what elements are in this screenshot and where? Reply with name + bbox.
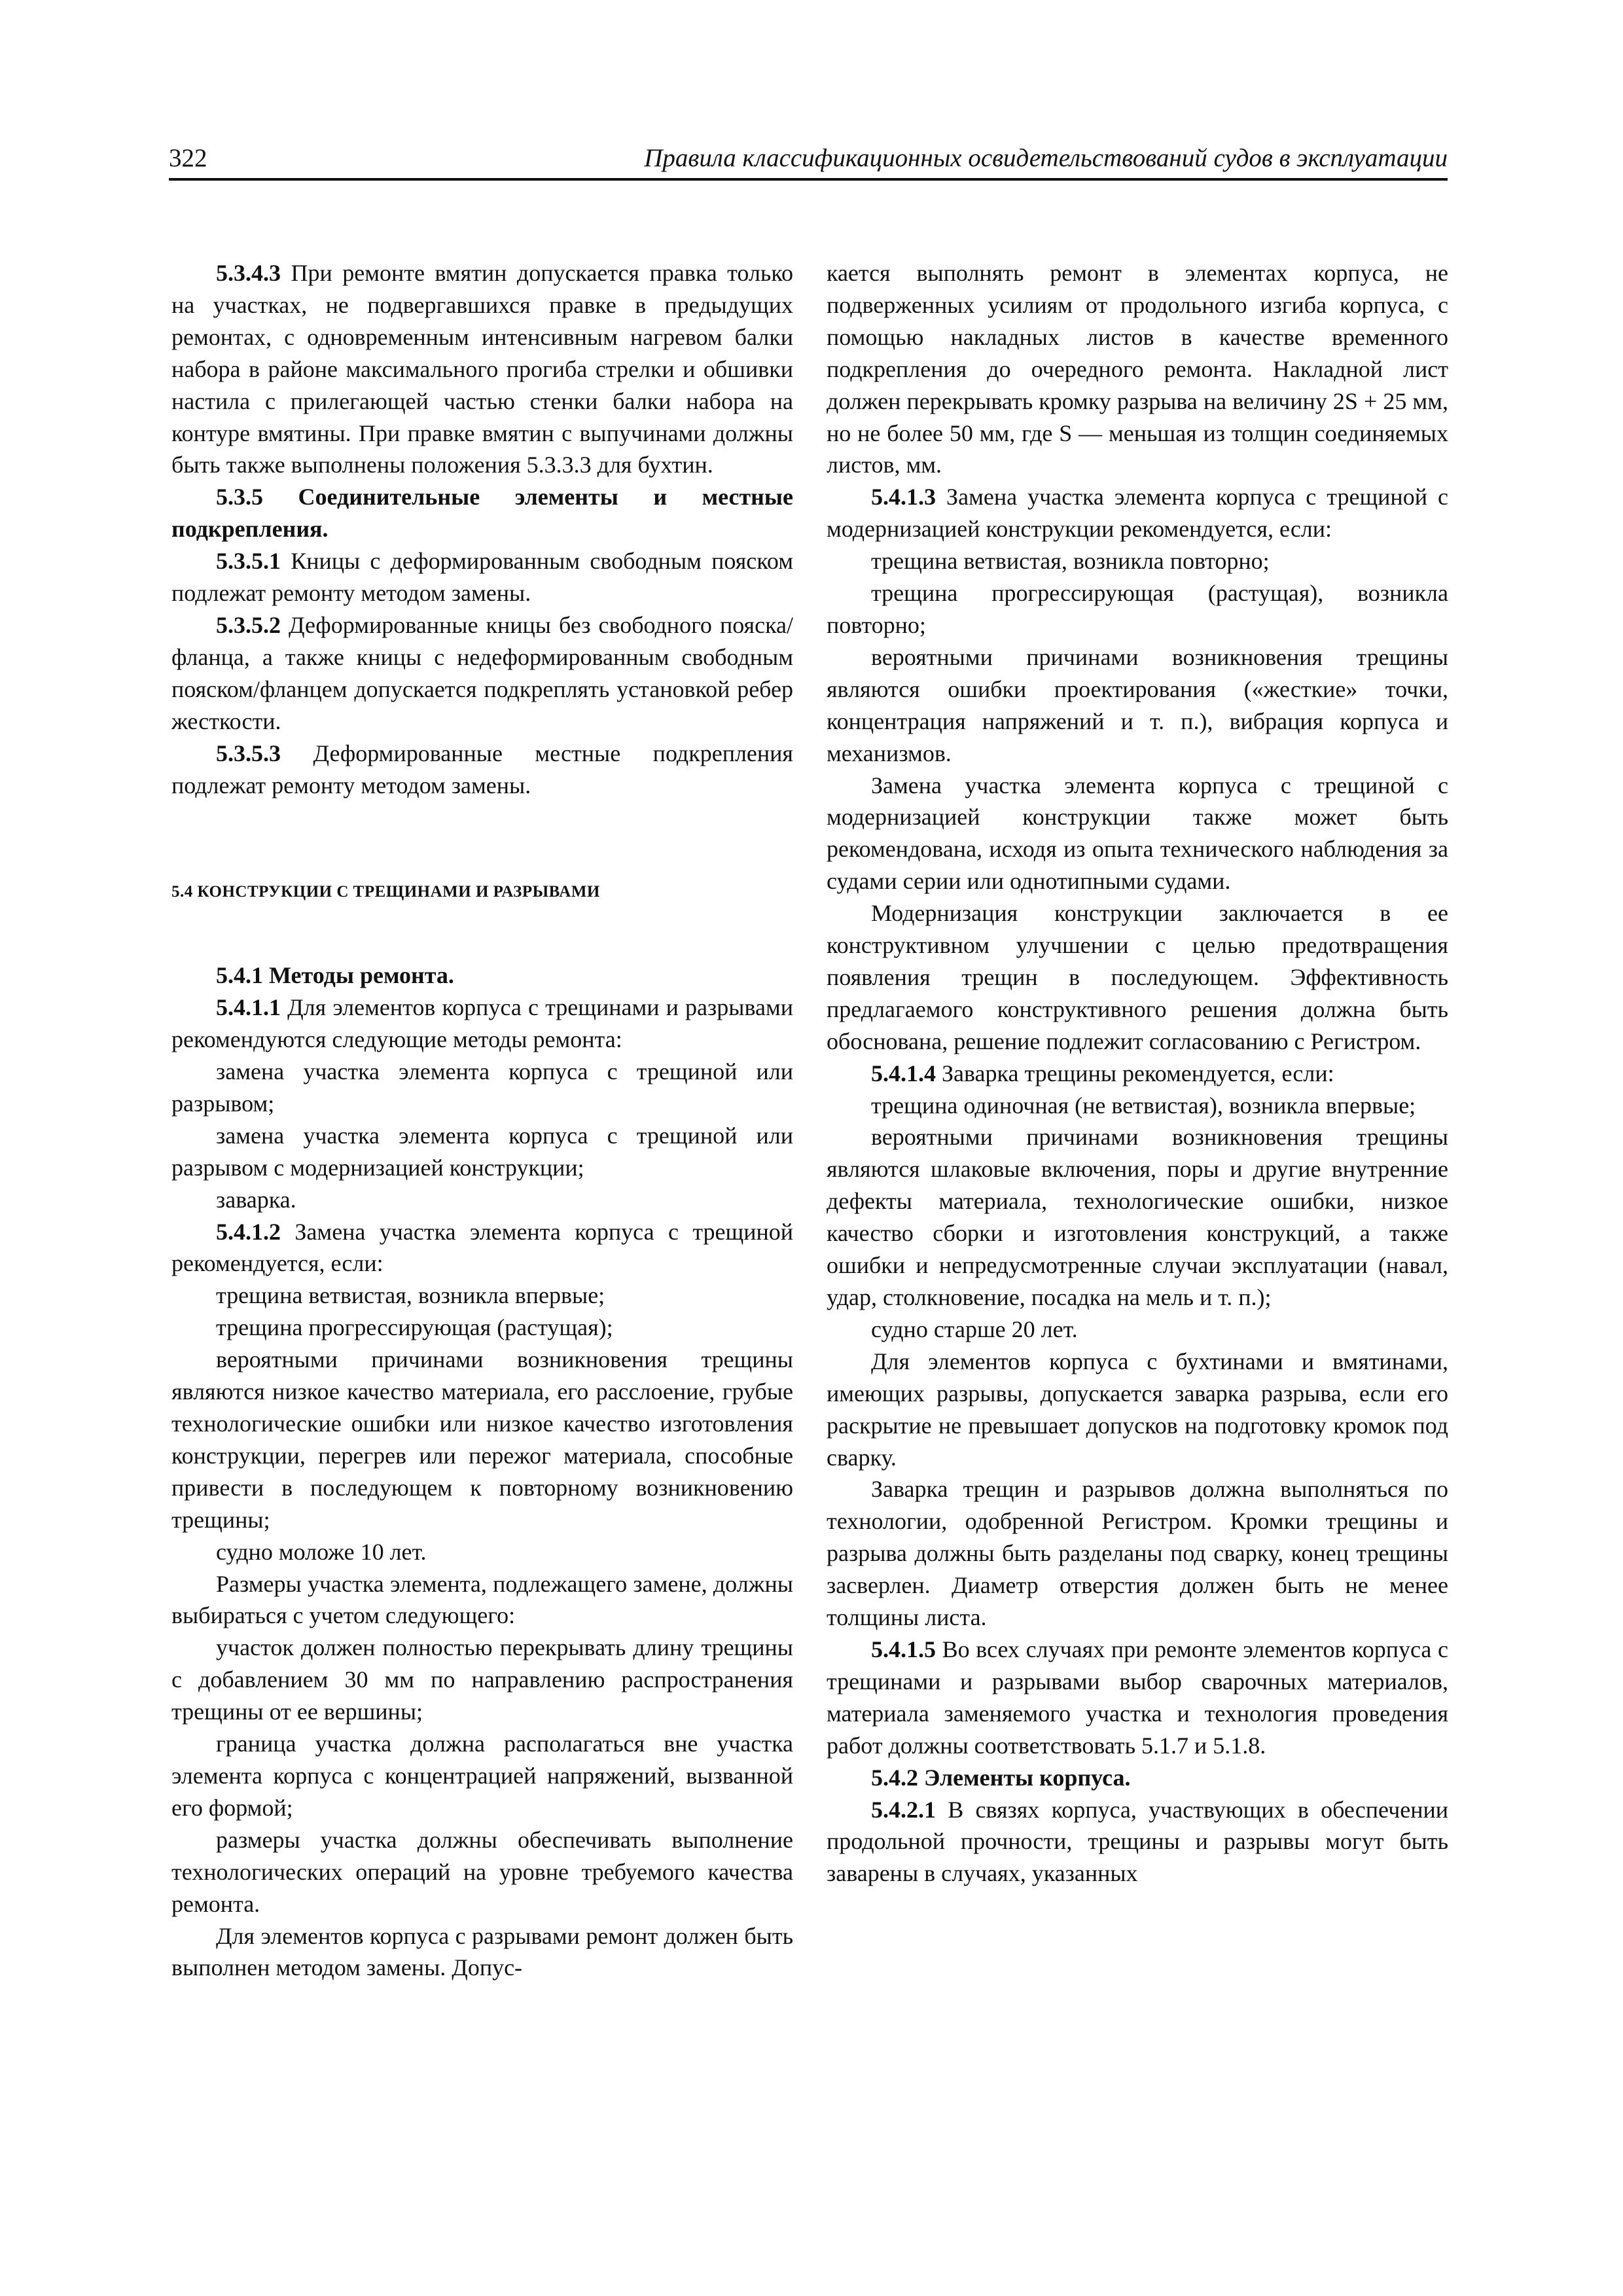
- paragraph-text: Заварка трещины рекомендуется, если:: [936, 1060, 1334, 1086]
- clause-number: 5.4.1.5: [871, 1636, 936, 1662]
- left-column: [171, 257, 793, 1984]
- clause-number: 5.4.1.3: [871, 484, 936, 511]
- list-item: замена участка элемента корпуса с трещиной или разрывом;: [171, 1058, 793, 1117]
- paragraph-text: Замена участка элемента корпуса с трещиной с модернизацией конструкции рекомендуется, если:: [827, 484, 1448, 543]
- paragraph: [827, 1634, 1448, 1762]
- clause-number: 5.4.2.1: [871, 1796, 936, 1823]
- clause-number: 5.4.1.1: [216, 994, 281, 1021]
- paragraph: [827, 1794, 1448, 1890]
- paragraph-text: Деформированные кницы без свободного пояска/фланца, а также кницы с недеформированным свободным пояском/фланцем допускается подкреплять установкой ребер жесткости.: [171, 611, 793, 734]
- page-header: [169, 143, 1448, 181]
- list-item: размеры участка должны обеспечивать выполнение технологических операций на уровне требуемого качества ремонта.: [171, 1826, 793, 1917]
- subsection-heading: 5.3.5 Соединительные элементы и местные подкрепления.: [171, 484, 793, 543]
- clause-number: 5.4.1.4: [871, 1060, 936, 1086]
- clause-number: 5.3.5.2: [216, 611, 281, 638]
- right-column: [827, 257, 1448, 1890]
- paragraph-text: Во всех случаях при ремонте элементов корпуса с трещинами и разрывами выбор сварочных материалов, материала заменяемого участка и технология проведения работ должны соответствовать 5.1.7 и 5.1.8.: [827, 1636, 1448, 1759]
- paragraph: [171, 545, 793, 609]
- paragraph: кается выполнять ремонт в элементах корпуса, не подверженных усилиям от продольного изгиба корпуса, с помощью накладных листов в качестве временного подкрепления до очередного ремонта. Накладной лист должен перекрывать кромку разрыва на величину 2S + 25 мм, но не более 50 мм, где S — меньшая из толщин соединяемых листов, мм.: [827, 260, 1448, 478]
- paragraph: [827, 1058, 1448, 1090]
- running-title: Правила классификационных освидетельствований судов в эксплуатации: [644, 144, 1448, 172]
- list-item: судно моложе 10 лет.: [216, 1538, 427, 1565]
- list-item: трещина одиночная (не ветвистая), возникла впервые;: [871, 1092, 1416, 1119]
- list-item: трещина прогрессирующая (растущая);: [216, 1314, 613, 1341]
- list-item: замена участка элемента корпуса с трещиной или разрывом с модернизацией конструкции;: [171, 1122, 793, 1181]
- list-item: трещина прогрессирующая (растущая), возникла повторно;: [827, 580, 1448, 638]
- paragraph: [171, 1216, 793, 1280]
- paragraph: Заварка трещин и разрывов должна выполняться по технологии, одобренной Регистром. Кромки трещины и разрыва должны быть разделаны под сварку, конец трещины засверлен. Диаметр отверстия должен быть не менее толщины листа.: [827, 1476, 1448, 1631]
- paragraph-text: Замена участка элемента корпуса с трещиной рекомендуется, если:: [171, 1218, 793, 1277]
- paragraph: Замена участка элемента корпуса с трещиной с модернизацией конструкции также может быть рекомендована, исходя из опыта технического наблюдения за судами серии или однотипными судами.: [827, 772, 1448, 895]
- paragraph: Для элементов корпуса с бухтинами и вмятинами, имеющих разрывы, допускается заварка разрыва, если его раскрытие не превышает допусков на подготовку кромок под сварку.: [827, 1348, 1448, 1471]
- paragraph-text: Деформированные местные подкрепления подлежат ремонту методом замены.: [171, 740, 793, 798]
- list-item: вероятными причинами возникновения трещины являются низкое качество материала, его расслоение, грубые технологические ошибки или низкое качество изготовления конструкции, перегрев или пережог материала, способные привести в последующем к повторному возникновению трещины;: [171, 1346, 793, 1533]
- clause-number: 5.3.4.3: [216, 260, 281, 286]
- paragraph: Модернизация конструкции заключается в ее конструктивном улучшении с целью предотвращения появления трещин в последующем. Эффективность предлагаемого конструктивного решения должна быть обоснована, решение подлежит согласованию с Регистром.: [827, 900, 1448, 1054]
- paragraph-text: В связях корпуса, участвующих в обеспечении продольной прочности, трещины и разрывы могут быть заварены в случаях, указанных: [827, 1796, 1448, 1887]
- list-item: заварка.: [216, 1186, 296, 1213]
- subsection-heading: 5.4.2 Элементы корпуса.: [871, 1764, 1131, 1791]
- paragraph: [171, 992, 793, 1056]
- paragraph-text: Для элементов корпуса с трещинами и разрывами рекомендуются следующие методы ремонта:: [171, 994, 793, 1053]
- paragraph: Для элементов корпуса с разрывами ремонт должен быть выполнен методом замены. Допус-: [171, 1922, 793, 1981]
- header-rule: [169, 178, 1448, 181]
- list-item: трещина ветвистая, возникла повторно;: [871, 548, 1270, 575]
- list-item: вероятными причинами возникновения трещины являются шлаковые включения, поры и другие внутренние дефекты материала, технологические ошибки, низкое качество сборки и изготовления конструкций, а также ошибки и непредусмотренные случаи эксплуатации (навал, удар, столкновение, посадка на мель и т. п.);: [827, 1124, 1448, 1310]
- paragraph-text: Кницы с деформированным свободным пояском подлежат ремонту методом замены.: [171, 548, 793, 607]
- section-title: 5.4 КОНСТРУКЦИИ С ТРЕЩИНАМИ И РАЗРЫВАМИ: [171, 883, 600, 901]
- clause-number: 5.4.1.2: [216, 1218, 281, 1245]
- paragraph: [171, 609, 793, 738]
- list-item: участок должен полностью перекрывать длину трещины с добавлением 30 мм по направлению распространения трещины от ее вершины;: [171, 1634, 793, 1725]
- clause-number: 5.3.5.3: [216, 740, 281, 766]
- paragraph: Размеры участка элемента, подлежащего замене, должны выбираться с учетом следующего:: [171, 1570, 793, 1629]
- list-item: вероятными причинами возникновения трещины являются ошибки проектирования («жесткие» точки, концентрация напряжений и т. п.), вибрация корпуса и механизмов.: [827, 643, 1448, 766]
- page-number: 322: [169, 144, 207, 172]
- paragraph: [827, 481, 1448, 545]
- paragraph: [171, 257, 793, 481]
- paragraph: [171, 738, 793, 802]
- list-item: трещина ветвистая, возникла впервые;: [216, 1282, 605, 1309]
- paragraph-text: При ремонте вмятин допускается правка только на участках, не подвергавшихся правке в предыдущих ремонтах, с одновременным интенсивным нагревом балки набора в районе максимального прогиба стрелки и обшивки настила с прилегающей частью стенки балки набора на контуре вмятины. При правке вмятин с выпучинами должны быть также выполнены положения 5.3.3.3 для бухтин.: [171, 260, 793, 478]
- clause-number: 5.3.5.1: [216, 548, 281, 575]
- list-item: судно старше 20 лет.: [871, 1316, 1078, 1342]
- list-item: граница участка должна располагаться вне участка элемента корпуса с концентрацией напряжений, вызванной его формой;: [171, 1731, 793, 1821]
- subsection-heading: 5.4.1 Методы ремонта.: [216, 962, 454, 989]
